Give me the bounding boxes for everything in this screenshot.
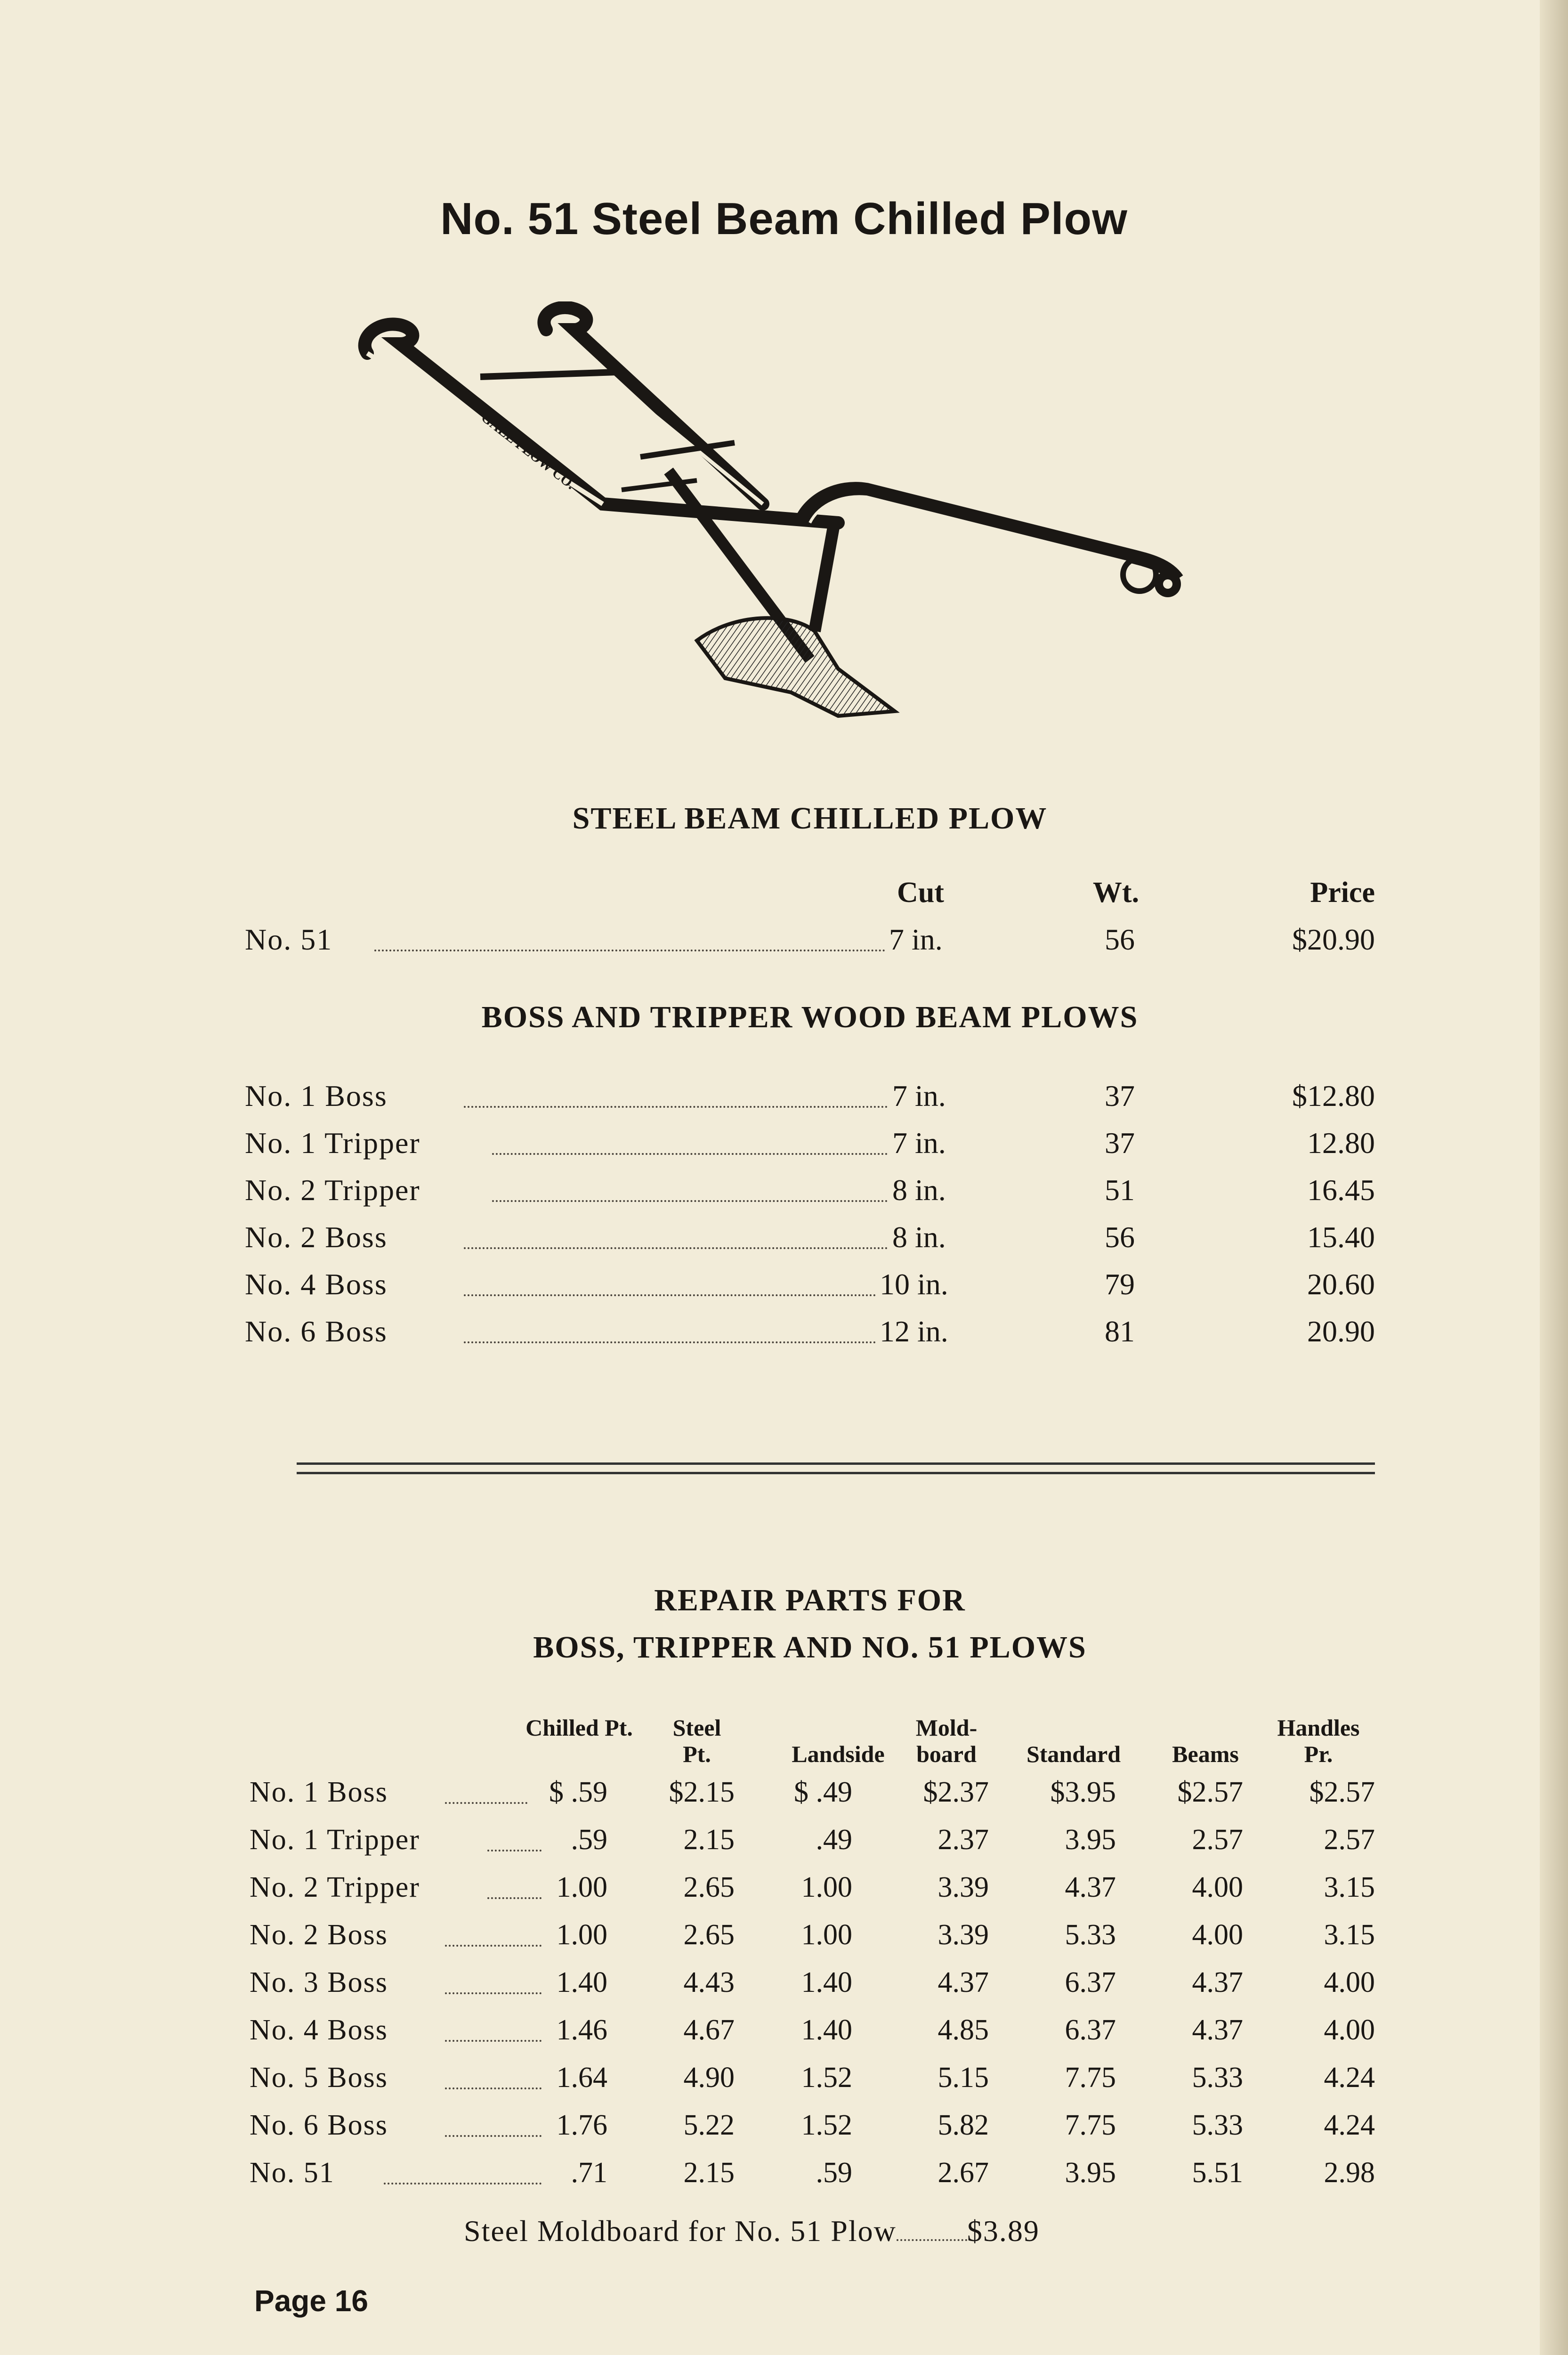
repair-parts-row: [0, 2014, 1568, 2056]
cell-beams: 5.33: [1192, 2109, 1243, 2141]
row-cut: 8 in.: [892, 1220, 946, 1254]
cell-landside: 1.00: [801, 1919, 852, 1951]
plow-bottom: [669, 471, 895, 716]
cell-handles: $2.57: [1309, 1776, 1375, 1808]
cell-landside: 1.40: [801, 2014, 852, 2046]
cell-steel: 2.65: [683, 1919, 735, 1951]
row-cut: 7 in.: [892, 1126, 946, 1160]
dot-leader: [445, 1992, 542, 1994]
cell-standard: $3.95: [1050, 1776, 1116, 1808]
row-wt: 37: [1105, 1126, 1135, 1160]
cell-landside: .59: [816, 2157, 852, 2189]
note-price: $3.89: [967, 2214, 1040, 2248]
dot-leader: [445, 2087, 542, 2089]
dot-leader: [384, 2183, 542, 2184]
row-wt: 79: [1105, 1267, 1135, 1301]
cell-handles: 4.24: [1324, 2062, 1375, 2094]
row-cut: 7 in.: [889, 923, 943, 956]
cell-moldboard: $2.37: [923, 1776, 989, 1808]
row-wt: 51: [1105, 1173, 1135, 1207]
row-wt: 81: [1105, 1315, 1135, 1348]
col-header-standard: Standard: [1026, 1741, 1121, 1767]
cell-standard: 7.75: [1065, 2062, 1116, 2094]
cell-beams: 4.00: [1192, 1871, 1243, 1903]
cell-moldboard: 3.39: [938, 1919, 989, 1951]
cell-steel: 2.15: [683, 2157, 735, 2189]
row-price: 15.40: [1307, 1220, 1375, 1254]
repair-parts-row: [0, 1966, 1568, 2008]
row-price: 20.90: [1307, 1315, 1375, 1348]
cell-landside: .49: [816, 1824, 852, 1856]
repair-parts-heading-2: BOSS, TRIPPER AND NO. 51 PLOWS: [533, 1630, 1087, 1665]
cell-beams: 5.51: [1192, 2157, 1243, 2189]
boss-tripper-heading: BOSS AND TRIPPER WOOD BEAM PLOWS: [481, 1000, 1139, 1034]
dot-leader: [374, 950, 885, 951]
cell-handles: 4.00: [1324, 2014, 1375, 2046]
plow-illustration: [339, 301, 1205, 744]
cell-beams: $2.57: [1177, 1776, 1243, 1808]
divider-rule: [297, 1472, 1375, 1474]
engraving-text: GALE PLOW CO.: [478, 409, 579, 493]
cell-beams: 5.33: [1192, 2062, 1243, 2094]
boss-tripper-row: [0, 1079, 1568, 1121]
repair-parts-row: [0, 1823, 1568, 1866]
cell-handles: 3.15: [1324, 1919, 1375, 1951]
row-price: $12.80: [1292, 1079, 1375, 1113]
row-name: No. 1 Boss: [250, 1776, 388, 1808]
dot-leader: [445, 1945, 542, 1947]
col-header-wt: Wt.: [1092, 877, 1140, 909]
cell-steel: 5.22: [683, 2109, 735, 2141]
cell-moldboard: 4.85: [938, 2014, 989, 2046]
dot-leader: [464, 1247, 888, 1249]
cell-steel: 4.43: [683, 1966, 735, 1998]
cell-steel: 4.67: [683, 2014, 735, 2046]
steel-beam-heading: STEEL BEAM CHILLED PLOW: [572, 801, 1048, 836]
row-name: No. 2 Boss: [250, 1919, 388, 1951]
col-header-cut: Cut: [897, 877, 944, 909]
dot-leader: [487, 1850, 542, 1852]
dot-leader: [445, 1802, 527, 1804]
cell-landside: 1.52: [801, 2062, 852, 2094]
cell-standard: 4.37: [1065, 1871, 1116, 1903]
dot-leader: [492, 1200, 888, 1202]
boss-tripper-row: [0, 1220, 1568, 1262]
repair-parts-row: [0, 2109, 1568, 2151]
cell-steel: 4.90: [683, 2062, 735, 2094]
plow-beam: [800, 489, 1181, 631]
cell-standard: 6.37: [1065, 1966, 1116, 1998]
dot-leader: [445, 2040, 542, 2042]
cell-steel: $2.15: [669, 1776, 735, 1808]
boss-tripper-row: [0, 1267, 1568, 1309]
row-name: No. 51: [245, 923, 333, 956]
cell-moldboard: 5.82: [938, 2109, 989, 2141]
row-wt: 56: [1105, 923, 1135, 956]
cell-chilled: 1.40: [556, 1966, 607, 1998]
cell-chilled: $ .59: [549, 1776, 607, 1808]
boss-tripper-row: [0, 1126, 1568, 1168]
row-wt: 37: [1105, 1079, 1135, 1113]
repair-parts-row: [0, 1776, 1568, 1818]
cell-beams: 4.00: [1192, 1919, 1243, 1951]
cell-beams: 4.37: [1192, 1966, 1243, 1998]
row-name: No. 3 Boss: [250, 1966, 388, 1998]
row-wt: 56: [1105, 1220, 1135, 1254]
cell-standard: 3.95: [1065, 2157, 1116, 2189]
row-name: No. 4 Boss: [245, 1267, 388, 1301]
dot-leader: [445, 2135, 542, 2137]
dot-leader: [464, 1294, 876, 1296]
col-header-handles: Handles Pr.: [1277, 1714, 1360, 1767]
cell-landside: 1.40: [801, 1966, 852, 1998]
row-name: No. 6 Boss: [250, 2109, 388, 2141]
plow-handles: [365, 308, 838, 523]
steel-beam-row: [0, 922, 1568, 965]
cell-chilled: 1.00: [556, 1871, 607, 1903]
dot-leader: [897, 2239, 967, 2241]
row-cut: 7 in.: [892, 1079, 946, 1113]
cell-chilled: .59: [571, 1824, 607, 1856]
dot-leader: [464, 1341, 876, 1343]
row-name: No. 2 Tripper: [250, 1871, 420, 1903]
cell-standard: 7.75: [1065, 2109, 1116, 2141]
repair-parts-row: [0, 2061, 1568, 2103]
cell-landside: 1.00: [801, 1871, 852, 1903]
col-header-landside: Landside: [792, 1741, 885, 1767]
row-cut: 12 in.: [880, 1315, 948, 1348]
cell-chilled: 1.00: [556, 1919, 607, 1951]
row-cut: 10 in.: [880, 1267, 948, 1301]
row-name: No. 1 Tripper: [245, 1126, 420, 1160]
cell-landside: $ .49: [794, 1776, 852, 1808]
cell-beams: 2.57: [1192, 1824, 1243, 1856]
page-number: Page 16: [254, 2284, 368, 2318]
cell-handles: 4.24: [1324, 2109, 1375, 2141]
repair-parts-row: [0, 2156, 1568, 2199]
row-name: No. 2 Tripper: [245, 1173, 420, 1207]
cell-moldboard: 5.15: [938, 2062, 989, 2094]
row-name: No. 2 Boss: [245, 1220, 388, 1254]
row-cut: 8 in.: [892, 1173, 946, 1207]
moldboard-note: [464, 2214, 1040, 2249]
row-name: No. 1 Tripper: [250, 1824, 420, 1856]
dot-leader: [492, 1153, 888, 1155]
cell-handles: 3.15: [1324, 1871, 1375, 1903]
cell-chilled: 1.64: [556, 2062, 607, 2094]
cell-standard: 5.33: [1065, 1919, 1116, 1951]
row-name: No. 6 Boss: [245, 1315, 388, 1348]
row-name: No. 51: [250, 2157, 335, 2189]
row-name: No. 4 Boss: [250, 2014, 388, 2046]
row-price: 16.45: [1307, 1173, 1375, 1207]
note-label: Steel Moldboard for No. 51 Plow: [464, 2214, 897, 2248]
page-title: No. 51 Steel Beam Chilled Plow: [440, 194, 1128, 244]
row-price: 12.80: [1307, 1126, 1375, 1160]
cell-chilled: .71: [571, 2157, 607, 2189]
cell-steel: 2.65: [683, 1871, 735, 1903]
clevis-icon: [1123, 558, 1181, 597]
cell-chilled: 1.46: [556, 2014, 607, 2046]
cell-handles: 2.98: [1324, 2157, 1375, 2189]
row-name: No. 1 Boss: [245, 1079, 388, 1113]
row-price: 20.60: [1307, 1267, 1375, 1301]
cell-moldboard: 2.37: [938, 1824, 989, 1856]
cell-landside: 1.52: [801, 2109, 852, 2141]
boss-tripper-row: [0, 1173, 1568, 1215]
repair-parts-row: [0, 1871, 1568, 1913]
cell-standard: 6.37: [1065, 2014, 1116, 2046]
row-price: $20.90: [1292, 923, 1375, 956]
cell-moldboard: 2.67: [938, 2157, 989, 2189]
row-name: No. 5 Boss: [250, 2062, 388, 2094]
cell-moldboard: 4.37: [938, 1966, 989, 1998]
cell-beams: 4.37: [1192, 2014, 1243, 2046]
dot-leader: [487, 1897, 542, 1899]
col-header-beams: Beams: [1172, 1741, 1239, 1767]
cell-steel: 2.15: [683, 1824, 735, 1856]
repair-parts-heading-1: REPAIR PARTS FOR: [654, 1583, 966, 1617]
col-header-price: Price: [1310, 877, 1375, 909]
cell-handles: 2.57: [1324, 1824, 1375, 1856]
boss-tripper-row: [0, 1314, 1568, 1356]
col-header-steel: Steel Pt.: [672, 1714, 721, 1767]
cell-standard: 3.95: [1065, 1824, 1116, 1856]
col-header-moldboard: Mold- board: [915, 1714, 978, 1767]
cell-chilled: 1.76: [556, 2109, 607, 2141]
repair-parts-row: [0, 1918, 1568, 1961]
cell-moldboard: 3.39: [938, 1871, 989, 1903]
divider-rule: [297, 1462, 1375, 1465]
cell-handles: 4.00: [1324, 1966, 1375, 1998]
col-header-chilled: Chilled Pt.: [525, 1714, 633, 1741]
dot-leader: [464, 1106, 888, 1108]
